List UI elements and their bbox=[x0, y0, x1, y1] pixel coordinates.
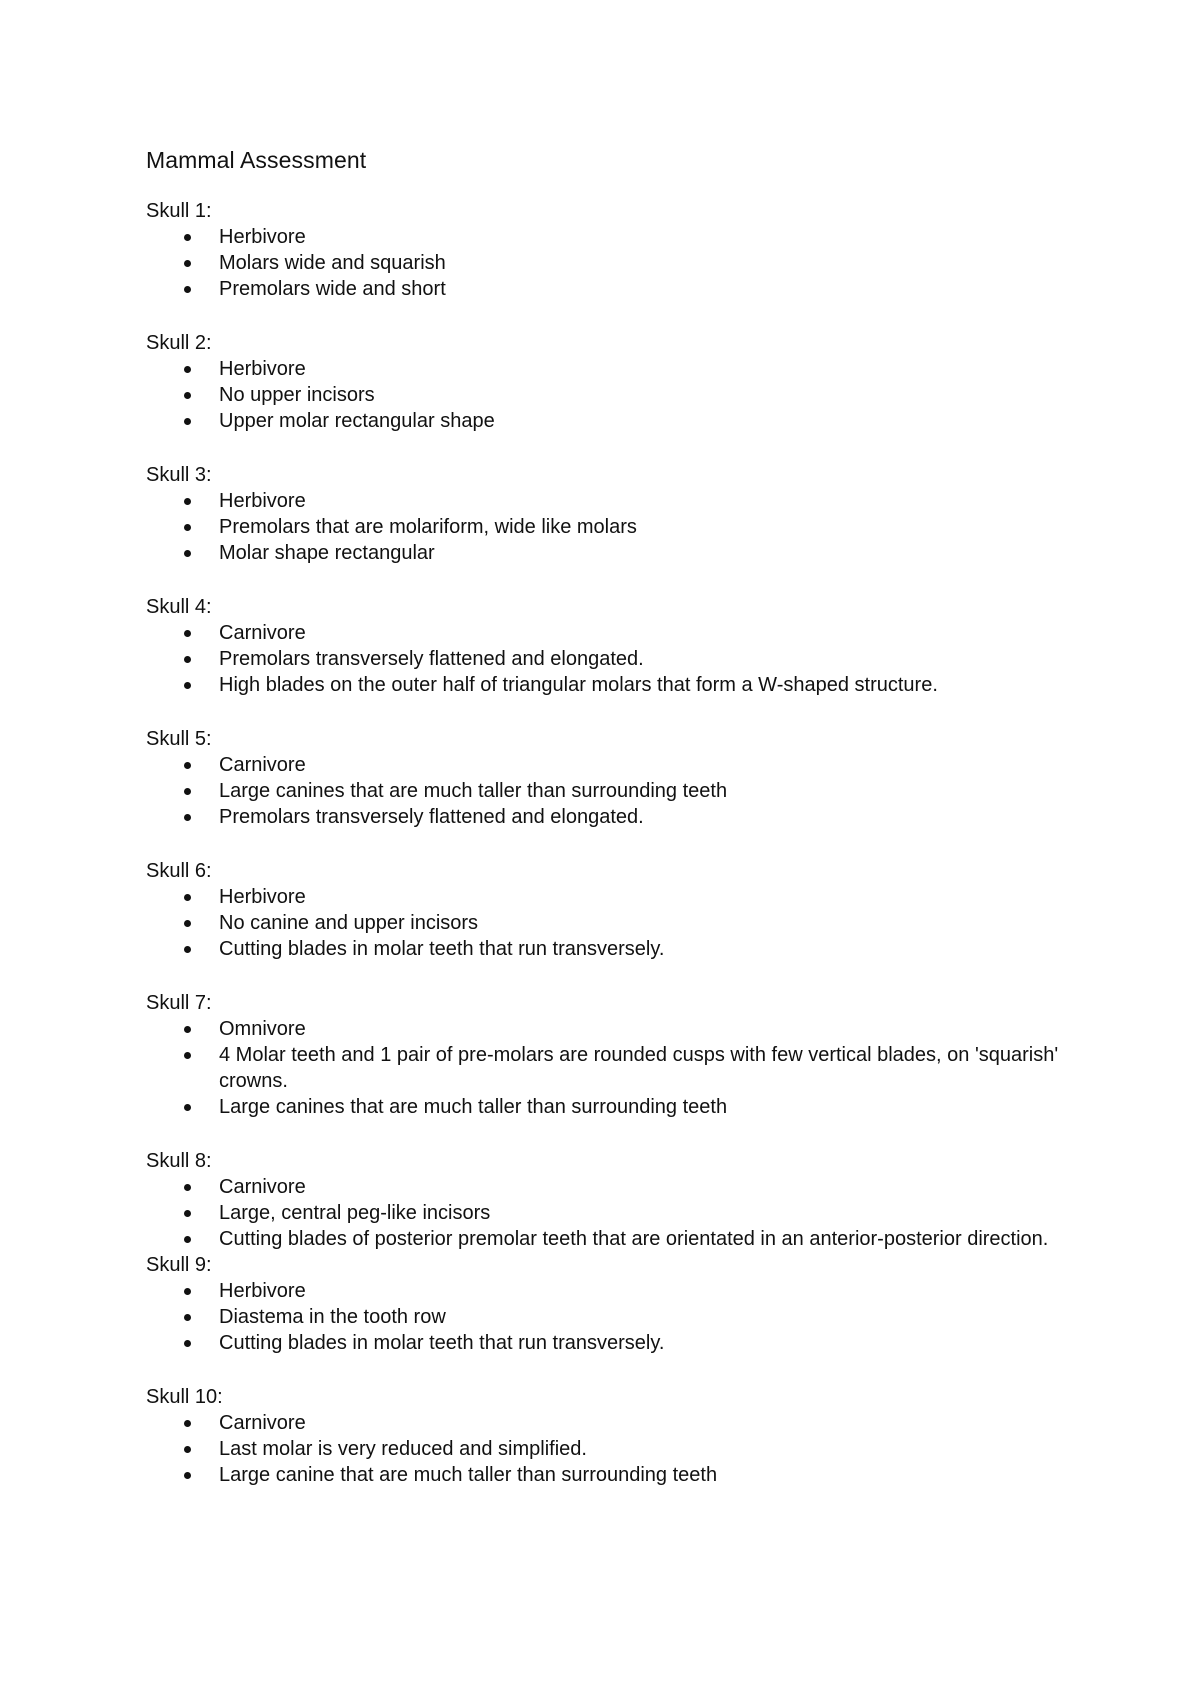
skull-section-4 bbox=[146, 594, 1076, 698]
bullet-icon bbox=[184, 1052, 191, 1059]
list-item-text: Upper molar rectangular shape bbox=[219, 410, 495, 432]
bullet-icon bbox=[184, 682, 191, 689]
list-item-text: Omnivore bbox=[219, 1018, 306, 1040]
list-item bbox=[146, 778, 1076, 804]
skull-heading: Skull 7: bbox=[146, 992, 212, 1014]
list-item-text: Herbivore bbox=[219, 226, 306, 248]
list-item bbox=[146, 250, 1076, 276]
bullet-icon bbox=[184, 392, 191, 399]
list-item bbox=[146, 1042, 1076, 1094]
skull-section-7 bbox=[146, 990, 1076, 1120]
skull-section-5 bbox=[146, 726, 1076, 830]
list-item-text: No upper incisors bbox=[219, 384, 375, 406]
bullet-icon bbox=[184, 788, 191, 795]
list-item bbox=[146, 1016, 1076, 1042]
bullet-icon bbox=[184, 946, 191, 953]
bullet-icon bbox=[184, 656, 191, 663]
skull-section-8 bbox=[146, 1148, 1076, 1252]
bullet-icon bbox=[184, 1472, 191, 1479]
bullet-icon bbox=[184, 234, 191, 241]
bullet-list bbox=[146, 1278, 1076, 1356]
list-item-text: Large canine that are much taller than surrounding teeth bbox=[219, 1464, 718, 1486]
bullet-icon bbox=[184, 1184, 191, 1191]
list-item-text: Premolars wide and short bbox=[219, 278, 446, 300]
list-item bbox=[146, 910, 1076, 936]
bullet-list bbox=[146, 224, 1076, 302]
list-item-text: 4 Molar teeth and 1 pair of pre-molars are rounded cusps with few vertical blades, on 'squarish' crowns. bbox=[219, 1044, 1059, 1092]
bullet-list bbox=[146, 884, 1076, 962]
document-page bbox=[146, 146, 1076, 1488]
skull-heading: Skull 4: bbox=[146, 596, 212, 618]
bullet-icon bbox=[184, 550, 191, 557]
bullet-icon bbox=[184, 1340, 191, 1347]
bullet-list bbox=[146, 620, 1076, 698]
list-item bbox=[146, 1436, 1076, 1462]
list-item bbox=[146, 356, 1076, 382]
skull-heading: Skull 1: bbox=[146, 200, 212, 222]
document-title: Mammal Assessment bbox=[146, 147, 367, 173]
list-item bbox=[146, 1226, 1076, 1252]
list-item-text: Carnivore bbox=[219, 754, 306, 776]
list-item-text: Last molar is very reduced and simplified. bbox=[219, 1438, 587, 1460]
skull-heading: Skull 8: bbox=[146, 1150, 212, 1172]
skull-heading: Skull 2: bbox=[146, 332, 212, 354]
bullet-list bbox=[146, 488, 1076, 566]
bullet-icon bbox=[184, 1446, 191, 1453]
bullet-icon bbox=[184, 814, 191, 821]
bullet-list bbox=[146, 356, 1076, 434]
bullet-icon bbox=[184, 762, 191, 769]
bullet-list bbox=[146, 752, 1076, 830]
list-item-text: Premolars transversely flattened and elongated. bbox=[219, 648, 644, 670]
list-item-text: Herbivore bbox=[219, 490, 306, 512]
list-item-text: Carnivore bbox=[219, 622, 306, 644]
list-item-text: High blades on the outer half of triangular molars that form a W-shaped structure. bbox=[219, 674, 938, 696]
list-item bbox=[146, 1094, 1076, 1120]
bullet-icon bbox=[184, 1210, 191, 1217]
list-item bbox=[146, 620, 1076, 646]
skull-heading: Skull 5: bbox=[146, 728, 212, 750]
bullet-list bbox=[146, 1174, 1076, 1252]
bullet-icon bbox=[184, 1026, 191, 1033]
bullet-icon bbox=[184, 1420, 191, 1427]
bullet-icon bbox=[184, 260, 191, 267]
list-item-text: Carnivore bbox=[219, 1412, 306, 1434]
list-item bbox=[146, 1462, 1076, 1488]
list-item-text: Herbivore bbox=[219, 1280, 306, 1302]
list-item bbox=[146, 408, 1076, 434]
list-item-text: Premolars transversely flattened and elongated. bbox=[219, 806, 644, 828]
skull-heading: Skull 9: bbox=[146, 1254, 212, 1276]
list-item bbox=[146, 276, 1076, 302]
bullet-icon bbox=[184, 1104, 191, 1111]
skull-heading: Skull 6: bbox=[146, 860, 212, 882]
bullet-list bbox=[146, 1410, 1076, 1488]
list-item-text: Herbivore bbox=[219, 358, 306, 380]
bullet-icon bbox=[184, 920, 191, 927]
skull-section-3 bbox=[146, 462, 1076, 566]
list-item bbox=[146, 488, 1076, 514]
list-item-text: Large, central peg-like incisors bbox=[219, 1202, 491, 1224]
skull-section-1 bbox=[146, 198, 1076, 302]
skull-section-9 bbox=[146, 1252, 1076, 1356]
bullet-icon bbox=[184, 630, 191, 637]
list-item bbox=[146, 672, 1076, 698]
list-item bbox=[146, 1200, 1076, 1226]
list-item bbox=[146, 1174, 1076, 1200]
list-item-text: Herbivore bbox=[219, 886, 306, 908]
list-item-text: Large canines that are much taller than surrounding teeth bbox=[219, 1096, 728, 1118]
list-item bbox=[146, 1410, 1076, 1436]
list-item-text: Molars wide and squarish bbox=[219, 252, 446, 274]
list-item-text: Carnivore bbox=[219, 1176, 306, 1198]
bullet-icon bbox=[184, 418, 191, 425]
bullet-icon bbox=[184, 366, 191, 373]
list-item bbox=[146, 804, 1076, 830]
list-item bbox=[146, 1278, 1076, 1304]
list-item bbox=[146, 936, 1076, 962]
bullet-icon bbox=[184, 524, 191, 531]
list-item bbox=[146, 224, 1076, 250]
bullet-icon bbox=[184, 1314, 191, 1321]
list-item-text: Diastema in the tooth row bbox=[219, 1306, 446, 1328]
list-item-text: No canine and upper incisors bbox=[219, 912, 479, 934]
list-item-text: Cutting blades of posterior premolar teeth that are orientated in an anterior-posterior direction. bbox=[219, 1228, 1049, 1250]
list-item bbox=[146, 1304, 1076, 1330]
list-item bbox=[146, 752, 1076, 778]
bullet-icon bbox=[184, 1288, 191, 1295]
list-item-text: Premolars that are molariform, wide like molars bbox=[219, 516, 637, 538]
skull-section-10 bbox=[146, 1384, 1076, 1488]
list-item-text: Cutting blades in molar teeth that run transversely. bbox=[219, 1332, 665, 1354]
list-item bbox=[146, 540, 1076, 566]
skull-section-2 bbox=[146, 330, 1076, 434]
bullet-list bbox=[146, 1016, 1076, 1120]
list-item-text: Molar shape rectangular bbox=[219, 542, 435, 564]
list-item bbox=[146, 382, 1076, 408]
skull-heading: Skull 3: bbox=[146, 464, 212, 486]
bullet-icon bbox=[184, 498, 191, 505]
list-item bbox=[146, 1330, 1076, 1356]
list-item-text: Large canines that are much taller than surrounding teeth bbox=[219, 780, 728, 802]
list-item bbox=[146, 884, 1076, 910]
list-item bbox=[146, 514, 1076, 540]
bullet-icon bbox=[184, 1236, 191, 1243]
list-item bbox=[146, 646, 1076, 672]
skull-heading: Skull 10: bbox=[146, 1386, 223, 1408]
bullet-icon bbox=[184, 286, 191, 293]
list-item-text: Cutting blades in molar teeth that run transversely. bbox=[219, 938, 665, 960]
skull-section-6 bbox=[146, 858, 1076, 962]
bullet-icon bbox=[184, 894, 191, 901]
